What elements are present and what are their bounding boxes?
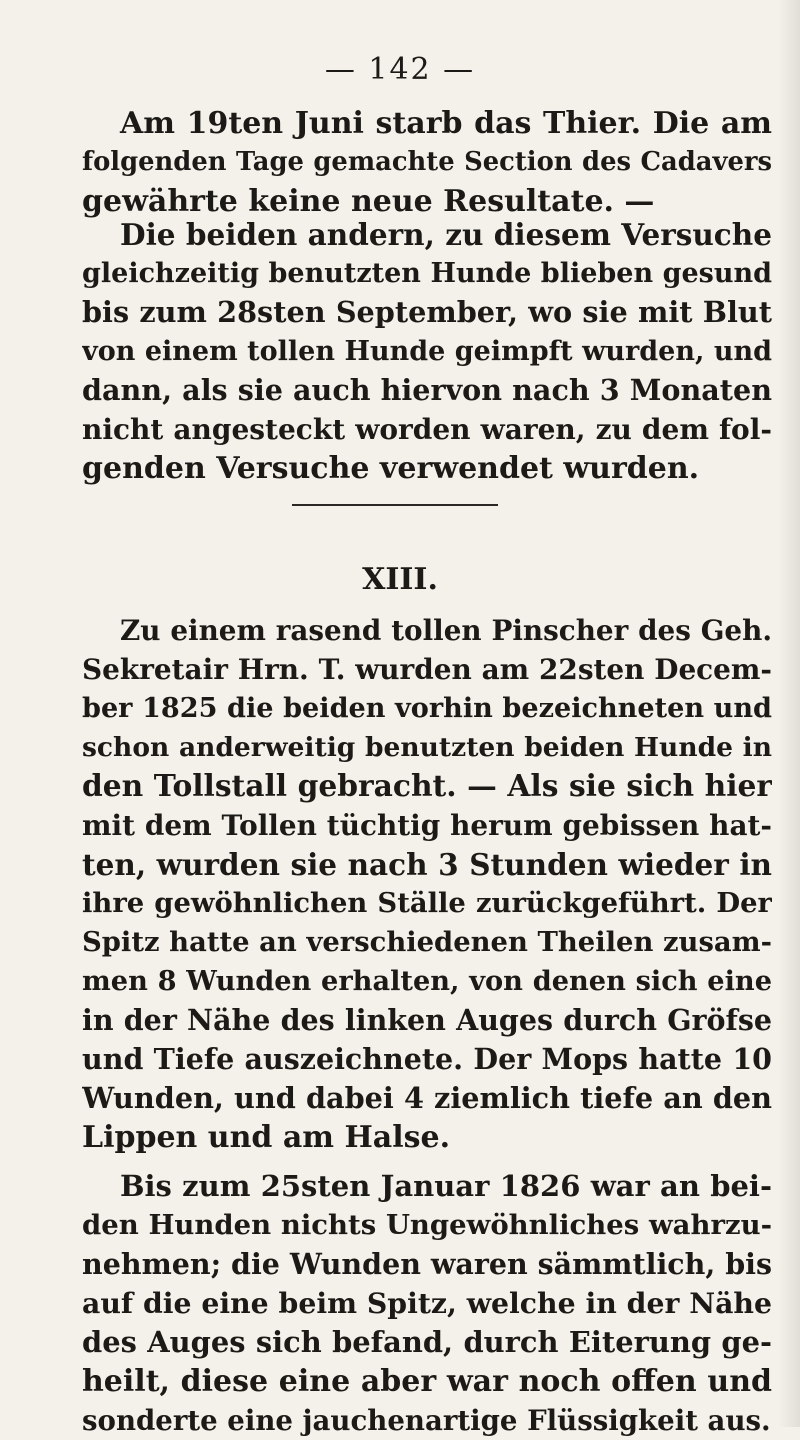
- paragraph-3: [82, 611, 772, 1157]
- text-line: gewährte keine neue Resultate. —: [82, 184, 655, 219]
- text-line: ber 1825 die beiden vorhin bezeichneten und: [82, 693, 772, 724]
- text-line: nicht angesteckt worden waren, zu dem fol-: [82, 413, 772, 446]
- text-line: und Tiefe auszeichnete. Der Mops hatte 10: [82, 1042, 772, 1076]
- text-line: gleichzeitig benutzten Hunde blieben gesund: [82, 258, 772, 289]
- text-line: dann, als sie auch hiervon nach 3 Monaten: [82, 373, 772, 407]
- page-number: — 142 —: [324, 52, 476, 87]
- page-edge-shadow: [778, 0, 800, 1427]
- text-line: Wunden, und dabei 4 ziemlich tiefe an den: [82, 1081, 772, 1115]
- paragraph-1: [82, 104, 772, 221]
- text-line: ihre gewöhnlichen Ställe zurückgeführt. Der: [82, 887, 772, 919]
- section-heading: XIII.: [362, 562, 438, 597]
- text-line: Am 19ten Juni starb das Thier. Die am: [120, 106, 772, 141]
- text-line: Bis zum 25sten Januar 1826 war an bei-: [120, 1169, 772, 1203]
- text-line: auf die eine beim Spitz, welche in der Nähe: [82, 1286, 772, 1320]
- paragraph-4: [82, 1167, 772, 1440]
- text-line: den Tollstall gebracht. — Als sie sich hier: [82, 769, 772, 804]
- text-line: Zu einem rasend tollen Pinscher des Geh.: [120, 614, 772, 647]
- text-line: den Hunden nichts Ungewöhnliches wahrzu-: [82, 1209, 772, 1241]
- text-line: mit dem Tollen tüchtig herum gebissen hat-: [82, 809, 772, 842]
- text-line: sonderte eine jauchenartige Flüssigkeit aus.: [82, 1404, 771, 1437]
- text-line: Die beiden andern, zu diesem Versuche: [120, 217, 772, 252]
- text-line: Sekretair Hrn. T. wurden am 22sten Decem-: [82, 653, 772, 686]
- text-line: des Auges sich befand, durch Eiterung ge-: [82, 1325, 772, 1359]
- text-line: ten, wurden sie nach 3 Stunden wieder in: [82, 847, 772, 882]
- text-line: Spitz hatte an verschiedenen Theilen zusam-: [82, 926, 772, 958]
- text-line: men 8 Wunden erhalten, von denen sich eine: [82, 965, 772, 997]
- text-line: schon anderweitig benutzten beiden Hunde in: [82, 732, 772, 763]
- text-line: genden Versuche verwendet wurden.: [82, 451, 700, 486]
- section-divider: [292, 504, 498, 506]
- text-line: heilt, diese eine aber war noch offen und: [82, 1364, 772, 1399]
- text-line: folgenden Tage gemachte Section des Cadavers: [82, 147, 772, 177]
- paragraph-2: [82, 215, 772, 488]
- text-line: Lippen und am Halse.: [82, 1120, 451, 1155]
- text-line: von einem tollen Hunde geimpft wurden, und: [82, 336, 772, 367]
- text-line: in der Nähe des linken Auges durch Gröfse: [82, 1003, 772, 1037]
- text-line: bis zum 28sten September, wo sie mit Blut: [82, 295, 772, 329]
- text-line: nehmen; die Wunden waren sämmtlich, bis: [82, 1247, 772, 1281]
